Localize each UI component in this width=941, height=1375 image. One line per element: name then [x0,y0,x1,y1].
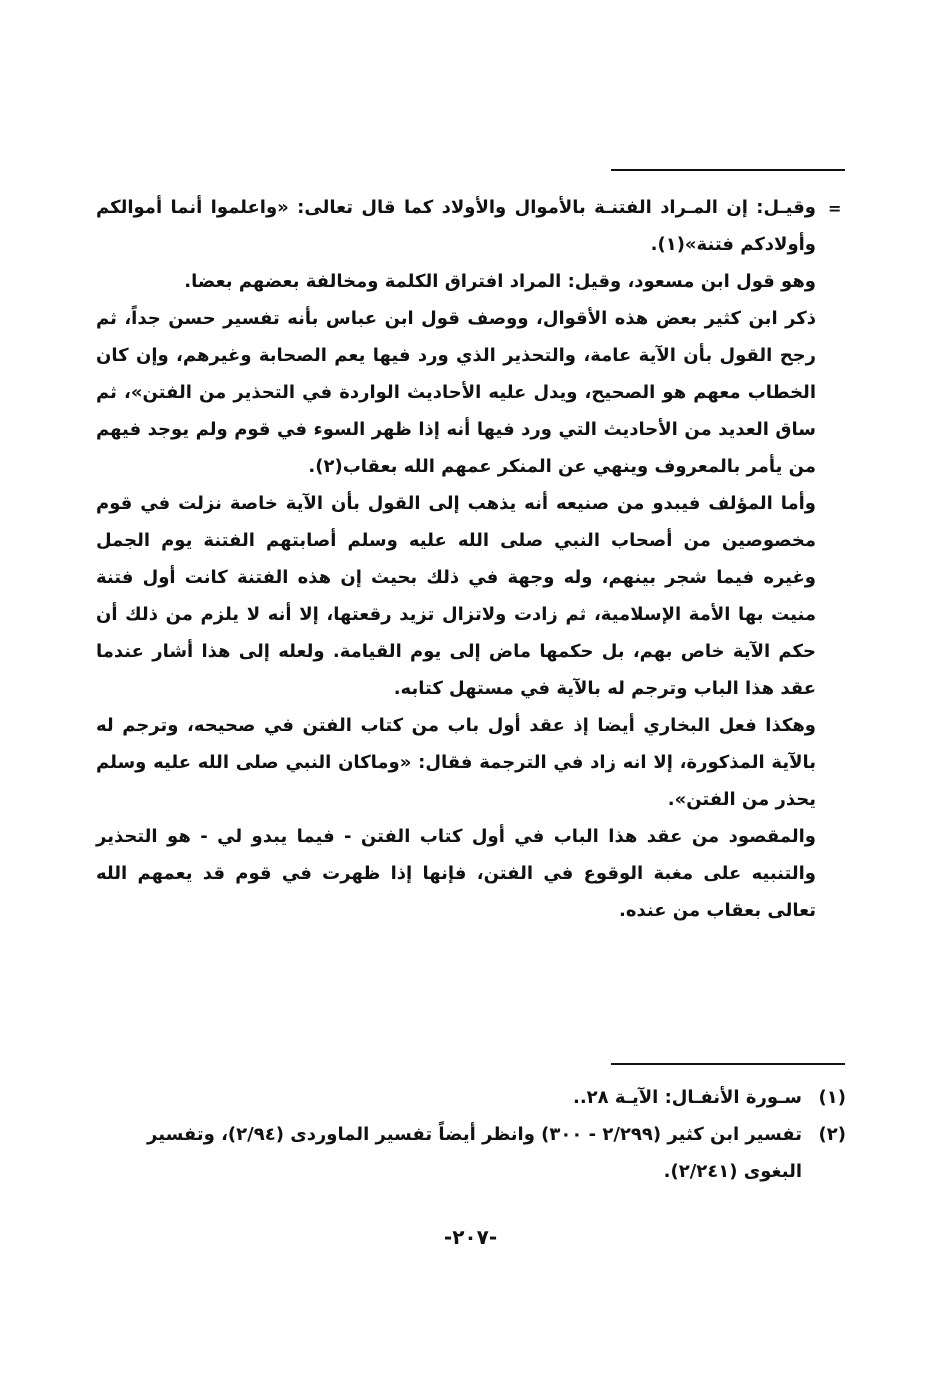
paragraph: ذكر ابن كثير بعض هذه الأقوال، ووصف قول ابن عباس بأنه تفسير حسن جداً، ثم رجح القول بأن الآية عامة، والتحذير الذي ورد فيها يعم الصحابة وغيرهم، وإن كان الخطاب معهم هو الصحيح، ويدل عليه الأحاديث الواردة في التحذير من الفتن»، ثم ساق العديد من الأحاديث التي ورد فيها أنه إذا ظهر السوء في قوم ولم يوجد فيهم من يأمر بالمعروف وينهي عن المنكر عمهم الله بعقاب(٢). [96,308,816,477]
footnote-number: (١) [818,1087,846,1108]
top-divider [611,169,845,171]
footnote-divider [611,1063,845,1065]
footnote-text: تفسير ابن كثير (٢/٢٩٩ - ٣٠٠) وانظر أيضاً تفسير الماوردى (٢/٩٤)، وتفسير البغوى (٢/٢٤١). [147,1124,802,1182]
paragraph: وهو قول ابن مسعود، وقيل: المراد افتراق الكلمة ومخالفة بعضهم بعضا. [184,271,816,292]
paragraph: وقيـل: إن المـراد الفتنـة بالأموال والأولاد كما قال تعالى: «واعلموا أنما أموالكم وأولادكم فتنة»(١). [96,197,816,255]
footnote-text: سـورة الأنفـال: الآيـة ٢٨.. [572,1087,802,1108]
footnote [96,1079,846,1116]
continuation-marker: = [828,199,842,218]
footnote-number: (٢) [818,1124,846,1145]
paragraph: وهكذا فعل البخاري أيضا إذ عقد أول باب من كتاب الفتن في صحيحه، وترجم له بالآية المذكورة، إلا انه زاد في الترجمة فقال: «وماكان النبي صلى الله عليه وسلم يحذر من الفتن». [96,715,816,810]
footnote [96,1116,846,1190]
footnotes [96,1079,846,1190]
paragraph: والمقصود من عقد هذا الباب في أول كتاب الفتن - فيما يبدو لي - هو التحذير والتنبيه على مغبة الوقوع في الفتن، فإنها إذا ظهرت في قوم قد يعمهم الله تعالى بعقاب من عنده. [96,826,816,921]
main-text [96,189,816,929]
paragraph: وأما المؤلف فيبدو من صنيعه أنه يذهب إلى القول بأن الآية خاصة نزلت في قوم مخصوصين من أصحاب النبي صلى الله عليه وسلم أصابتهم الفتنة يوم الجمل وغيره فيما شجر بينهم، وله وجهة في ذلك بحيث إن هذه الفتنة كانت أول فتنة منيت بها الأمة الإسلامية، ثم زادت ولاتزال تزيد رقعتها، إلا أنه لا يلزم من ذلك أن حكم الآية خاص بهم، بل حكمها ماض إلى يوم القيامة. ولعله إلى هذا أشار عندما عقد هذا الباب وترجم له بالآية في مستهل كتابه. [96,493,816,699]
page-number: -٢٠٧- [443,1225,498,1249]
